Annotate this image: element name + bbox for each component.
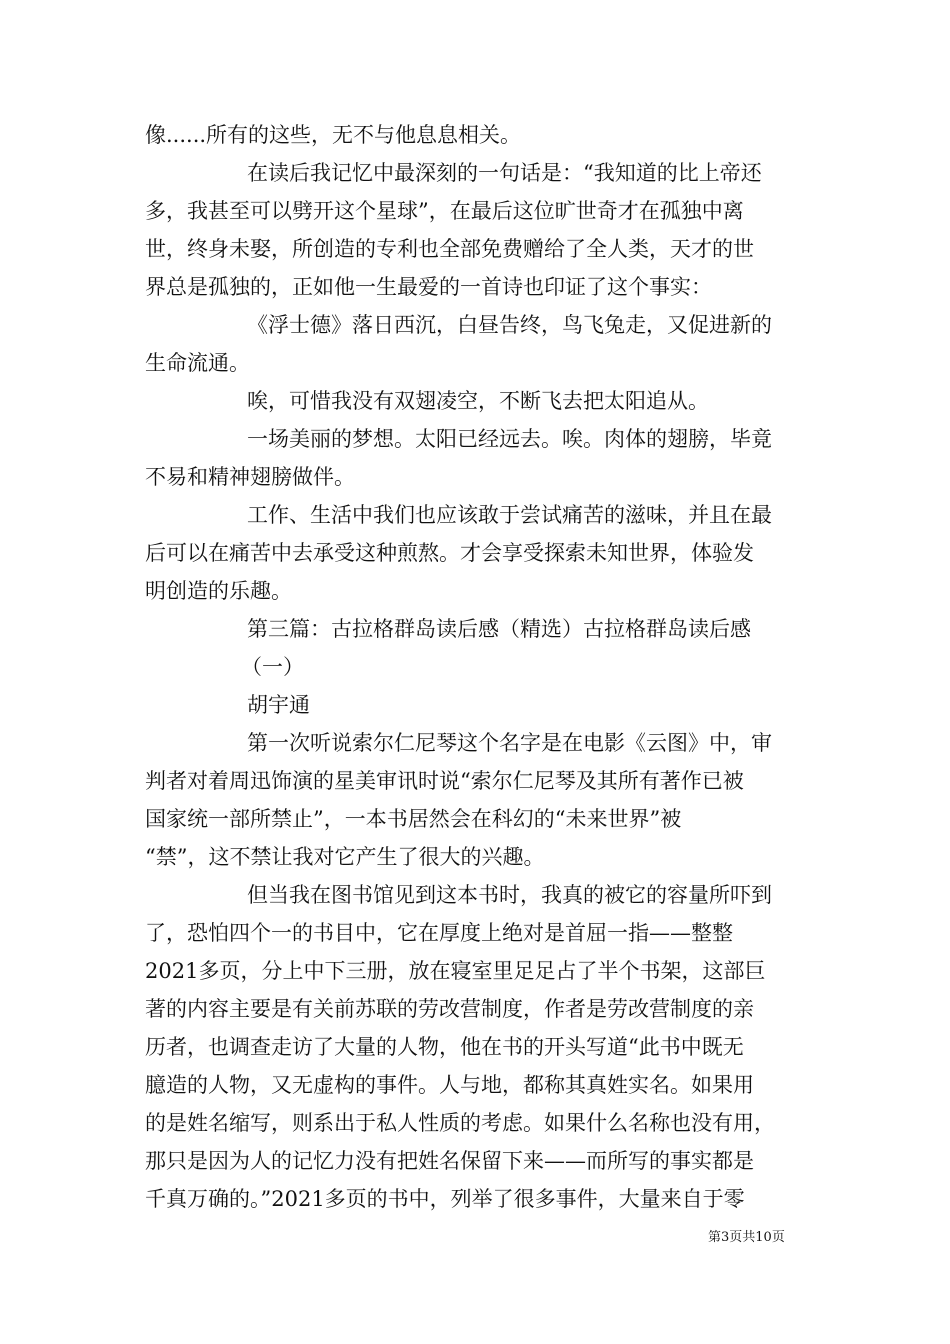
text-line: 但当我在图书馆见到这本书时，我真的被它的容量所吓到 bbox=[247, 883, 772, 907]
text-line: 那只是因为人的记忆力没有把姓名保留下来——而所写的事实都是 bbox=[145, 1149, 754, 1173]
page-number-footer: 第3页共10页 bbox=[708, 1230, 785, 1245]
text-line: 了，恐怕四个一的书目中，它在厚度上绝对是首屈一指——整整 bbox=[145, 921, 733, 945]
text-line: 国家统一部所禁止”，一本书居然会在科幻的“未来世界”被 bbox=[145, 807, 682, 831]
text-line: 历者，也调查走访了大量的人物，他在书的开头写道“此书中既无 bbox=[145, 1035, 744, 1059]
author-name: 胡宇通 bbox=[247, 693, 310, 717]
text-line: 千真万确的。”2021多页的书中，列举了很多事件，大量来自于零 bbox=[145, 1187, 745, 1211]
text-line: 著的内容主要是有关前苏联的劳改营制度，作者是劳改营制度的亲 bbox=[145, 997, 754, 1021]
text-line: 后可以在痛苦中去承受这种煎熬。才会享受探索未知世界，体验发 bbox=[145, 541, 754, 565]
text-line: 多，我甚至可以劈开这个星球”，在最后这位旷世奇才在孤独中离 bbox=[145, 199, 744, 223]
text-line: 判者对着周迅饰演的星美审讯时说“索尔仁尼琴及其所有著作已被 bbox=[145, 769, 744, 793]
text-line: 界总是孤独的，正如他一生最爱的一首诗也印证了这个事实： bbox=[145, 275, 712, 299]
section-subheading: （一） bbox=[241, 655, 304, 679]
section-heading: 第三篇：古拉格群岛读后感（精选）古拉格群岛读后感 bbox=[247, 617, 751, 641]
text-line: 工作、生活中我们也应该敢于尝试痛苦的滋味，并且在最 bbox=[247, 503, 772, 527]
text-line: 唉，可惜我没有双翅凌空，不断飞去把太阳追从。 bbox=[247, 389, 709, 413]
text-line: 的是姓名缩写，则系出于私人性质的考虑。如果什么名称也没有用， bbox=[145, 1111, 775, 1135]
text-line: 第一次听说索尔仁尼琴这个名字是在电影《云图》中，审 bbox=[247, 731, 772, 755]
text-line: 不易和精神翅膀做伴。 bbox=[145, 465, 355, 489]
text-line: 世，终身未娶，所创造的专利也全部免费赠给了全人类，天才的世 bbox=[145, 237, 754, 261]
text-line: 臆造的人物，又无虚构的事件。人与地，都称其真姓实名。如果用 bbox=[145, 1073, 754, 1097]
text-line: 2021多页，分上中下三册，放在寝室里足足占了半个书架，这部巨 bbox=[145, 959, 766, 983]
text-line: 在读后我记忆中最深刻的一句话是：“我知道的比上帝还 bbox=[247, 161, 762, 185]
text-line: 像......所有的这些，无不与他息息相关。 bbox=[145, 123, 522, 147]
text-line: 一场美丽的梦想。太阳已经远去。唉。肉体的翅膀，毕竟 bbox=[247, 427, 772, 451]
text-line: “禁”，这不禁让我对它产生了很大的兴趣。 bbox=[145, 845, 545, 869]
text-line: 明创造的乐趣。 bbox=[145, 579, 292, 603]
text-line: 生命流通。 bbox=[145, 351, 250, 375]
text-line: 《浮士德》落日西沉，白昼告终，鸟飞兔走，又促进新的 bbox=[247, 313, 772, 337]
